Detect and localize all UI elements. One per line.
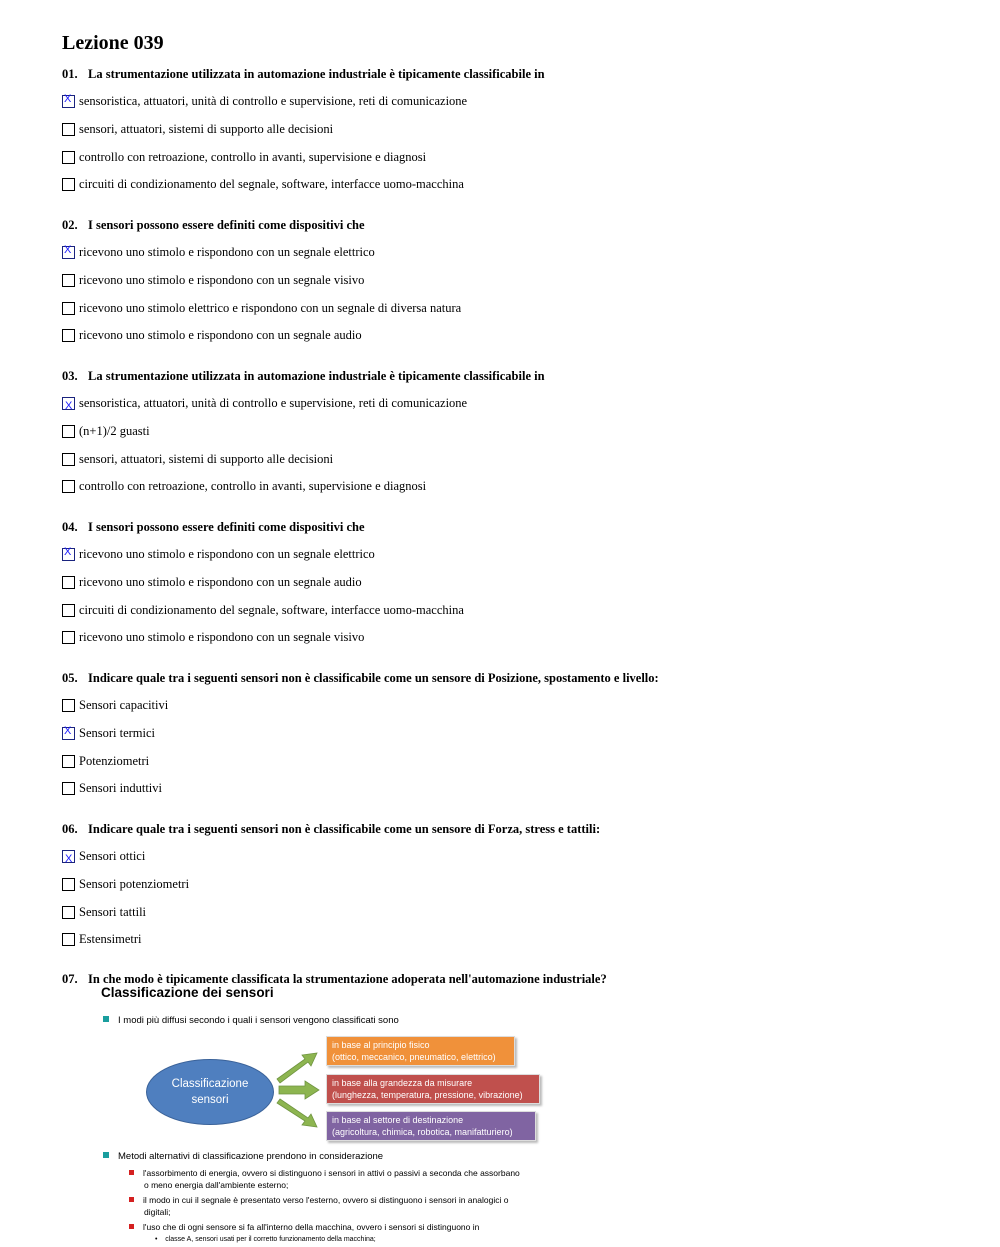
answer-option[interactable] — [62, 121, 333, 137]
answer-checkbox[interactable] — [62, 425, 75, 438]
check-mark-icon: X — [64, 724, 72, 737]
slide-bullet-1 — [103, 1015, 399, 1026]
box-line: (agricoltura, chimica, robotica, manifatturiero) — [332, 1127, 513, 1137]
answer-option[interactable] — [62, 602, 464, 618]
question-number: 06. — [62, 822, 78, 836]
bullet-square-icon — [129, 1170, 134, 1175]
answer-checkbox[interactable] — [62, 850, 75, 863]
answer-option[interactable] — [62, 931, 142, 947]
answer-option[interactable] — [62, 93, 467, 109]
answer-checkbox[interactable] — [62, 151, 75, 164]
box-grandezza — [326, 1074, 540, 1104]
arrow-down-icon — [277, 1099, 317, 1127]
answer-label: controllo con retroazione, controllo in avanti, supervisione e diagnosi — [79, 149, 427, 164]
box-line: in base al principio fisico — [332, 1040, 430, 1050]
question-text: I sensori possono essere definiti come dispositivi che — [88, 218, 365, 232]
answer-checkbox[interactable] — [62, 755, 75, 768]
answer-option[interactable] — [62, 697, 168, 713]
answer-checkbox[interactable] — [62, 604, 75, 617]
answer-label: Potenziometri — [79, 753, 150, 768]
question-number: 03. — [62, 369, 78, 383]
answer-option[interactable] — [62, 149, 426, 165]
answer-option[interactable] — [62, 478, 426, 494]
answer-label: (n+1)/2 guasti — [79, 423, 150, 438]
sub-sub-bullet: • classe A, sensori usati per il corretto funzionamento della macchina; — [155, 1236, 376, 1243]
question-number: 01. — [62, 67, 78, 81]
answer-option[interactable] — [62, 300, 461, 316]
box-line: in base alla grandezza da misurare — [332, 1078, 473, 1088]
answer-label: sensoristica, attuatori, unità di controllo e supervisione, reti di comunicazione — [79, 93, 468, 108]
answer-label: sensori, attuatori, sistemi di supporto alle decisioni — [79, 121, 334, 136]
sub-sub-text: classe A, sensori usati per il corretto funzionamento della macchina; — [165, 1236, 376, 1243]
answer-label: sensori, attuatori, sistemi di supporto alle decisioni — [79, 451, 334, 466]
answer-option[interactable] — [62, 574, 362, 590]
page-title: Lezione 039 — [62, 32, 164, 54]
arrow-right-icon — [279, 1081, 319, 1099]
answer-label: ricevono uno stimolo elettrico e rispondono con un segnale di diversa natura — [79, 300, 462, 315]
answer-label: Estensimetri — [79, 931, 142, 946]
answer-checkbox[interactable] — [62, 906, 75, 919]
question-number: 07. — [62, 972, 78, 986]
answer-label: ricevono uno stimolo e rispondono con un segnale audio — [79, 327, 362, 342]
answer-label: Sensori termici — [79, 725, 156, 740]
answer-checkbox[interactable] — [62, 545, 75, 561]
answer-option[interactable] — [62, 395, 467, 411]
answer-label: circuiti di condizionamento del segnale, software, interfacce uomo-macchina — [79, 176, 464, 191]
answer-option[interactable] — [62, 546, 375, 562]
answer-label: Sensori potenziometri — [79, 876, 190, 891]
check-mark-icon: X — [64, 545, 72, 558]
answer-checkbox[interactable] — [62, 123, 75, 136]
question-number: 05. — [62, 671, 78, 685]
answer-label: ricevono uno stimolo e rispondono con un segnale visivo — [79, 629, 365, 644]
check-mark-icon: X — [65, 399, 73, 412]
slide-bullet-2 — [103, 1151, 383, 1162]
slide-bullet-text: Metodi alternativi di classificazione prendono in considerazione — [118, 1151, 384, 1162]
answer-checkbox[interactable] — [62, 576, 75, 589]
answer-checkbox[interactable] — [62, 329, 75, 342]
sub-text: o meno energia dall'ambiente esterno; — [144, 1180, 289, 1190]
sub-bullet-uso — [129, 1221, 479, 1233]
sub-bullet-segnale — [129, 1194, 508, 1218]
answer-option[interactable] — [62, 876, 189, 892]
arrow-up-icon — [277, 1053, 317, 1083]
sub-text: il modo in cui il segnale è presentato verso l'esterno, ovvero si distinguono i sensori in analogici o — [143, 1195, 509, 1205]
answer-label: Sensori capacitivi — [79, 697, 169, 712]
answer-checkbox[interactable] — [62, 724, 75, 740]
answer-option[interactable] — [62, 725, 155, 741]
ellipse-label-1: Classificazione — [171, 1078, 249, 1090]
bullet-square-icon — [129, 1224, 134, 1229]
slide-figure — [95, 985, 575, 1247]
answer-checkbox[interactable] — [62, 453, 75, 466]
check-mark-icon: X — [64, 92, 72, 105]
answer-label: controllo con retroazione, controllo in avanti, supervisione e diagnosi — [79, 478, 427, 493]
answer-option[interactable] — [62, 327, 362, 343]
answer-checkbox[interactable] — [62, 178, 75, 191]
answer-label: Sensori induttivi — [79, 780, 162, 795]
answer-option[interactable] — [62, 904, 146, 920]
question-number: 02. — [62, 218, 78, 232]
answer-label: ricevono uno stimolo e rispondono con un segnale elettrico — [79, 546, 375, 561]
check-mark-icon: X — [64, 243, 72, 256]
bullet-square-icon — [129, 1197, 134, 1202]
box-line: (ottico, meccanico, pneumatico, elettrico) — [332, 1052, 496, 1062]
sub-bullet-energia — [129, 1167, 520, 1191]
classification-ellipse — [146, 1059, 274, 1125]
answer-checkbox[interactable] — [62, 274, 75, 287]
question-text: I sensori possono essere definiti come dispositivi che — [88, 520, 365, 534]
answer-option[interactable] — [62, 451, 333, 467]
box-line: in base al settore di destinazione — [332, 1115, 464, 1125]
answer-option[interactable] — [62, 753, 149, 769]
answer-option[interactable] — [62, 423, 150, 439]
question-01 — [62, 67, 545, 82]
box-principio-fisico — [326, 1036, 515, 1066]
answer-checkbox[interactable] — [62, 302, 75, 315]
sub-text: digitali; — [144, 1207, 171, 1217]
question-02 — [62, 218, 365, 233]
question-03 — [62, 369, 545, 384]
answer-option[interactable] — [62, 780, 162, 796]
answer-checkbox[interactable] — [62, 480, 75, 493]
sub-text: l'assorbimento di energia, ovvero si distinguono i sensori in attivi o passivi a seconda che assorbano — [143, 1168, 520, 1178]
answer-label: ricevono uno stimolo e rispondono con un segnale elettrico — [79, 244, 375, 259]
answer-checkbox[interactable] — [62, 933, 75, 946]
answer-option[interactable] — [62, 629, 364, 645]
answer-checkbox[interactable] — [62, 243, 75, 259]
arrows-diagram — [275, 1049, 325, 1139]
answer-label: sensoristica, attuatori, unità di controllo e supervisione, reti di comunicazione — [79, 395, 468, 410]
answer-checkbox[interactable] — [62, 397, 75, 410]
answer-label: ricevono uno stimolo e rispondono con un segnale visivo — [79, 272, 365, 287]
bullet-square-icon — [103, 1016, 109, 1022]
answer-checkbox[interactable] — [62, 782, 75, 795]
question-text: Indicare quale tra i seguenti sensori non è classificabile come un sensore di Posizione, spostamento e livello: — [88, 671, 659, 685]
answer-label: Sensori tattili — [79, 904, 147, 919]
question-04 — [62, 520, 365, 535]
slide-bullet-text: I modi più diffusi secondo i quali i sensori vengono classificati sono — [118, 1015, 399, 1026]
answer-option[interactable] — [62, 272, 364, 288]
question-text: La strumentazione utilizzata in automazione industriale è tipicamente classificabile in — [88, 369, 545, 383]
check-mark-icon: X — [65, 852, 73, 865]
box-line: (lunghezza, temperatura, pressione, vibrazione) — [332, 1090, 523, 1100]
answer-option[interactable] — [62, 244, 375, 260]
question-number: 04. — [62, 520, 78, 534]
question-06 — [62, 822, 600, 837]
answer-label: Sensori ottici — [79, 848, 146, 863]
question-text: La strumentazione utilizzata in automazione industriale è tipicamente classificabile in — [88, 67, 545, 81]
box-settore — [326, 1111, 536, 1141]
answer-label: ricevono uno stimolo e rispondono con un segnale audio — [79, 574, 362, 589]
ellipse-label-2: sensori — [191, 1094, 229, 1106]
answer-option[interactable] — [62, 848, 145, 864]
question-text: In che modo è tipicamente classificata la strumentazione adoperata nell'automazione industriale? — [88, 972, 607, 986]
answer-checkbox[interactable] — [62, 92, 75, 108]
answer-checkbox[interactable] — [62, 699, 75, 712]
slide-title: Classificazione dei sensori — [101, 985, 274, 1000]
question-text: Indicare quale tra i seguenti sensori non è classificabile come un sensore di Forza, stress e tattili: — [88, 822, 601, 836]
answer-checkbox[interactable] — [62, 631, 75, 644]
answer-option[interactable] — [62, 176, 464, 192]
bullet-square-icon — [103, 1152, 109, 1158]
sub-text: l'uso che di ogni sensore si fa all'interno della macchina, ovvero i sensori si distinguono in — [143, 1222, 480, 1232]
answer-checkbox[interactable] — [62, 878, 75, 891]
answer-label: circuiti di condizionamento del segnale, software, interfacce uomo-macchina — [79, 602, 464, 617]
question-05 — [62, 671, 659, 686]
